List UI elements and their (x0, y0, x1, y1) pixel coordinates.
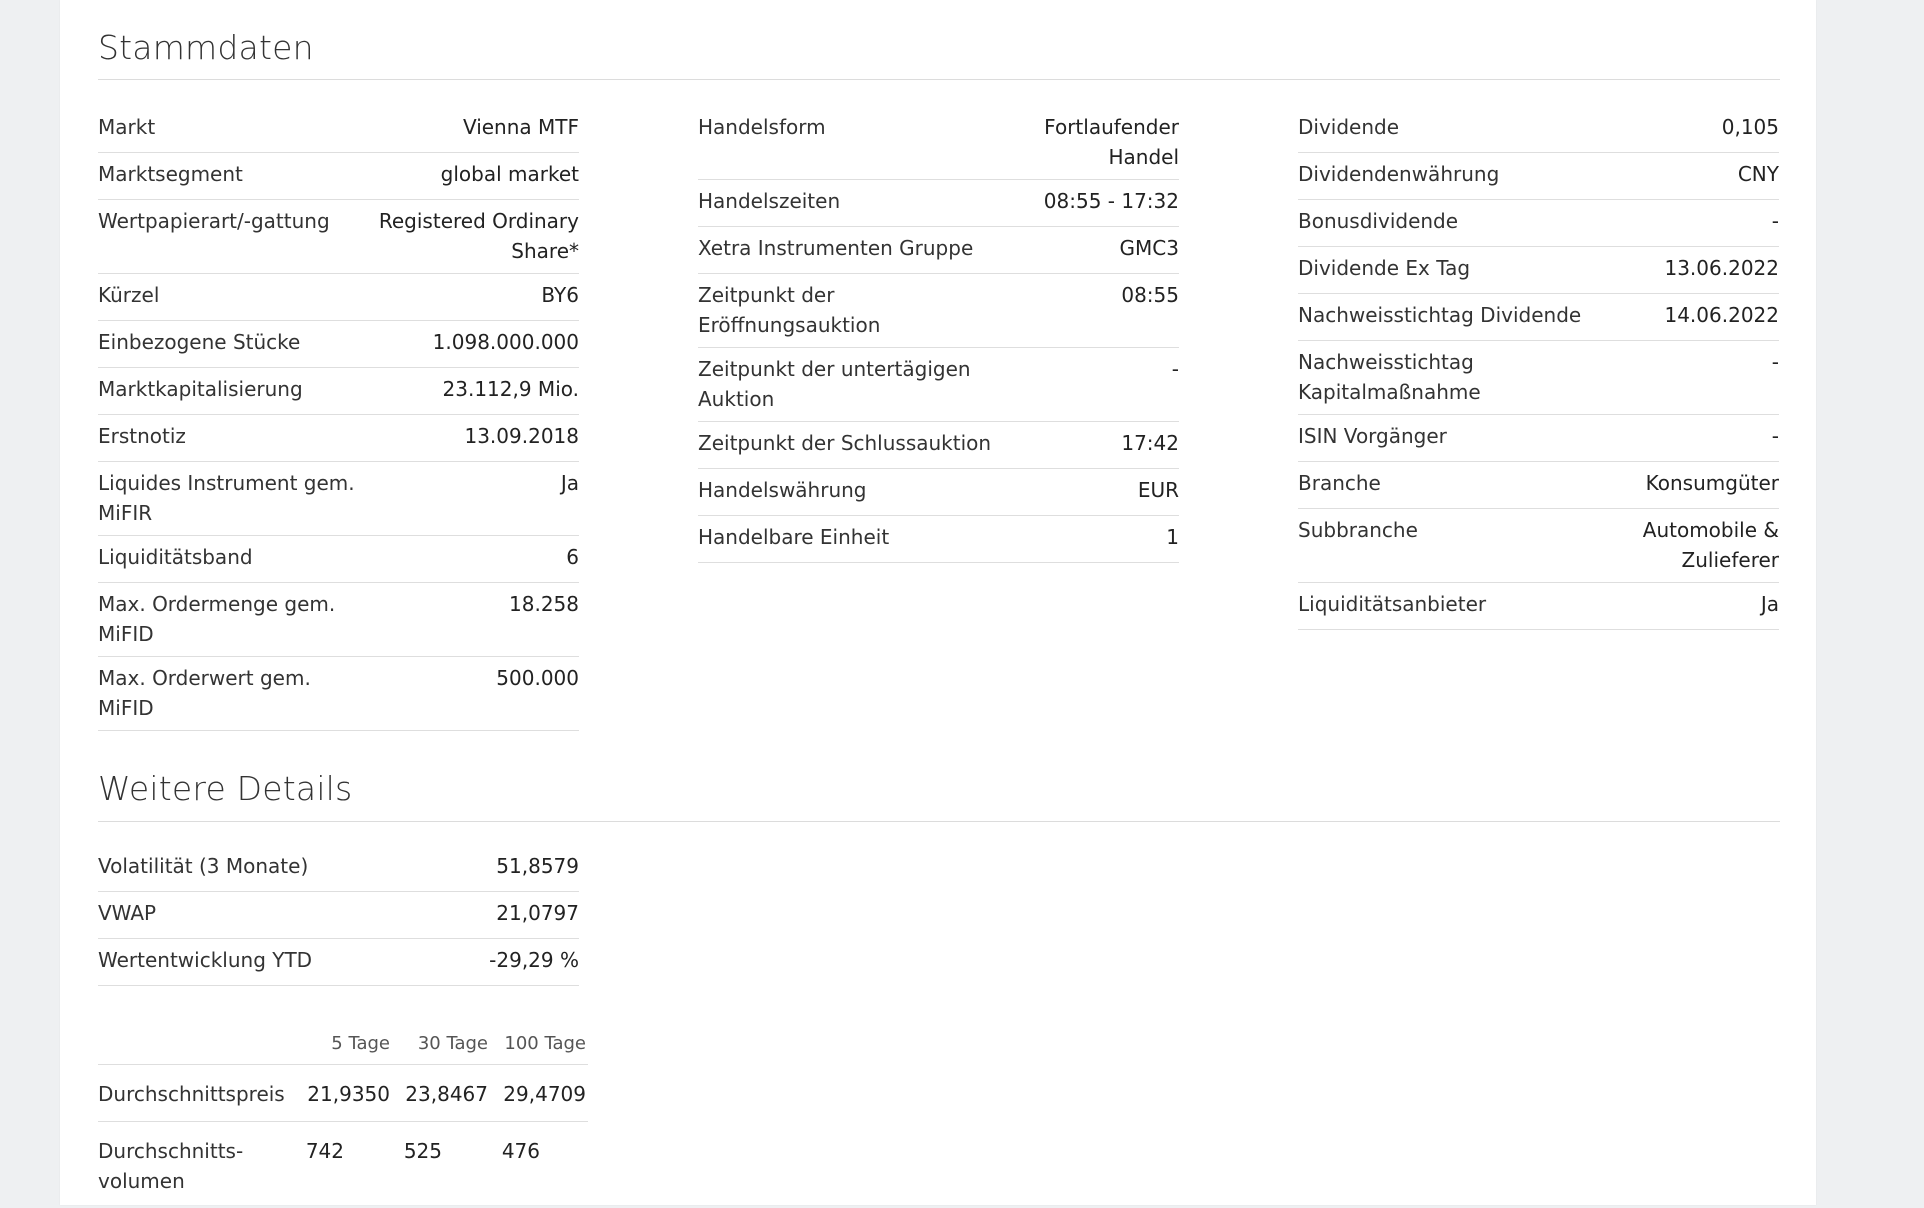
cell-5-tage: 742 (305, 1139, 344, 1163)
row-value: BY6 (541, 283, 579, 307)
data-row-xetra-instrumenten-gruppe (698, 227, 1179, 274)
row-label: Dividende Ex Tag (1298, 256, 1471, 280)
data-row-wertpapierart (98, 200, 579, 274)
row-label: Max. Orderwert gem. MiFID (98, 666, 311, 720)
column-header-30-tage: 30 Tage (417, 1033, 488, 1054)
row-value: Vienna MTF (462, 115, 579, 139)
row-label: Wertpapierart/-gattung (98, 209, 330, 233)
row-label: Zeitpunkt der Eröffnungsauktion (698, 283, 881, 337)
row-label: Zeitpunkt der Schlussauktion (698, 431, 992, 455)
column-header-100-tage: 100 Tage (504, 1033, 586, 1054)
row-value: - (1771, 209, 1779, 233)
averages-table-header (98, 1020, 588, 1065)
row-value: Fortlaufender Handel (1044, 115, 1179, 169)
data-row-handelszeiten (698, 180, 1179, 227)
data-row-marktkapitalisierung (98, 368, 579, 415)
row-value: - (1171, 357, 1179, 381)
row-label: Dividendenwährung (1298, 162, 1500, 186)
row-value: CNY (1737, 162, 1779, 186)
row-label: Dividende (1298, 115, 1400, 139)
data-row-nachweisstichtag-kapitalmassnahme (1298, 341, 1779, 415)
row-label: Marktsegment (98, 162, 243, 186)
row-value: 14.06.2022 (1664, 303, 1779, 327)
data-row-isin-vorgaenger (1298, 415, 1779, 462)
data-row-erstnotiz (98, 415, 579, 462)
section-title-stammdaten: Stammdaten (98, 0, 1780, 80)
row-value: GMC3 (1119, 236, 1179, 260)
row-label: Wertentwicklung YTD (98, 948, 313, 972)
averages-table (98, 1020, 588, 1208)
row-label: ISIN Vorgänger (1298, 424, 1447, 448)
row-label: Markt (98, 115, 156, 139)
row-label: Subbranche (1298, 518, 1418, 542)
cell-5-tage: 21,9350 (307, 1082, 390, 1106)
data-row-max-orderwert (98, 657, 579, 731)
stammdaten-column-3 (1298, 106, 1779, 630)
table-row-durchschnittsvolumen (98, 1122, 588, 1208)
data-row-kuerzel (98, 274, 579, 321)
row-value: 1 (1166, 525, 1179, 549)
row-value: Ja (560, 471, 579, 495)
data-row-marktsegment (98, 153, 579, 200)
row-label: Liquides Instrument gem. MiFIR (98, 471, 355, 525)
row-value: Ja (1760, 592, 1779, 616)
row-value: 51,8579 (496, 854, 579, 878)
weitere-details-list (98, 845, 579, 986)
row-value: 17:42 (1121, 431, 1179, 455)
row-value: -29,29 % (489, 948, 579, 972)
row-label: Bonusdividende (1298, 209, 1459, 233)
data-row-subbranche (1298, 509, 1779, 583)
data-row-volatilitaet (98, 845, 579, 892)
data-row-liquides-instrument (98, 462, 579, 536)
data-row-handelswaehrung (698, 469, 1179, 516)
content-area (98, 0, 1780, 1193)
row-label: Durchschnitts-volumen (98, 1139, 244, 1193)
row-label: Nachweisstichtag Dividende (1298, 303, 1582, 327)
row-label: Handelszeiten (698, 189, 841, 213)
stammdaten-column-1 (98, 106, 579, 731)
cell-30-tage: 525 (403, 1139, 442, 1163)
data-row-untertaegige-auktion (698, 348, 1179, 422)
row-value: 0,105 (1721, 115, 1779, 139)
section-title-weitere-details: Weitere Details (98, 741, 1780, 822)
data-row-liquiditaetsanbieter (1298, 583, 1779, 630)
data-row-schlussauktion (698, 422, 1179, 469)
row-label: Branche (1298, 471, 1381, 495)
row-value: 08:55 (1121, 283, 1179, 307)
row-label: Erstnotiz (98, 424, 186, 448)
data-row-wertentwicklung-ytd (98, 939, 579, 986)
row-value: 18.258 (509, 592, 579, 616)
data-row-dividendenwaehrung (1298, 153, 1779, 200)
row-label: Kürzel (98, 283, 160, 307)
data-row-handelbare-einheit (698, 516, 1179, 563)
row-label: Liquiditätsband (98, 545, 253, 569)
row-label: Max. Ordermenge gem. MiFID (98, 592, 336, 646)
row-value: 08:55 - 17:32 (1043, 189, 1179, 213)
row-value: 500.000 (496, 666, 579, 690)
row-label: Liquiditätsanbieter (1298, 592, 1487, 616)
cell-30-tage: 23,8467 (405, 1082, 488, 1106)
row-value: Registered Ordinary Share* (378, 209, 579, 263)
data-row-max-ordermenge (98, 583, 579, 657)
data-row-handelsform (698, 106, 1179, 180)
column-header-5-tage: 5 Tage (331, 1033, 390, 1054)
data-row-dividende (1298, 106, 1779, 153)
row-value: 13.09.2018 (464, 424, 579, 448)
row-value: global market (440, 162, 579, 186)
data-row-dividende-ex-tag (1298, 247, 1779, 294)
row-value: 23.112,9 Mio. (442, 377, 579, 401)
data-row-vwap (98, 892, 579, 939)
cell-100-tage: 476 (501, 1139, 540, 1163)
row-value: 13.06.2022 (1664, 256, 1779, 280)
row-label: Durchschnittspreis (98, 1082, 285, 1106)
data-row-bonusdividende (1298, 200, 1779, 247)
row-value: - (1771, 350, 1779, 374)
row-label: Handelbare Einheit (698, 525, 890, 549)
data-row-markt (98, 106, 579, 153)
data-row-branche (1298, 462, 1779, 509)
row-label: Handelswährung (698, 478, 867, 502)
row-value: 1.098.000.000 (432, 330, 579, 354)
data-row-liquiditaetsband (98, 536, 579, 583)
row-label: Marktkapitalisierung (98, 377, 303, 401)
row-value: 6 (566, 545, 579, 569)
row-value: 21,0797 (496, 901, 579, 925)
stammdaten-column-2 (698, 106, 1179, 563)
row-label: Handelsform (698, 115, 826, 139)
row-value: EUR (1137, 478, 1179, 502)
content-card (60, 0, 1816, 1205)
row-label: Xetra Instrumenten Gruppe (698, 236, 974, 260)
row-label: VWAP (98, 901, 157, 925)
cell-100-tage: 29,4709 (503, 1082, 586, 1106)
row-value: - (1771, 424, 1779, 448)
row-label: Einbezogene Stücke (98, 330, 301, 354)
data-row-einbezogene-stuecke (98, 321, 579, 368)
row-label: Nachweisstichtag Kapitalmaßnahme (1298, 350, 1481, 404)
row-value: Konsumgüter (1645, 471, 1779, 495)
row-label: Volatilität (3 Monate) (98, 854, 309, 878)
table-row-durchschnittspreis (98, 1065, 588, 1122)
data-row-eroeffnungsauktion (698, 274, 1179, 348)
row-label: Zeitpunkt der untertägigen Auktion (698, 357, 971, 411)
row-value: Automobile & Zulieferer (1642, 518, 1779, 572)
data-row-nachweisstichtag-dividende (1298, 294, 1779, 341)
